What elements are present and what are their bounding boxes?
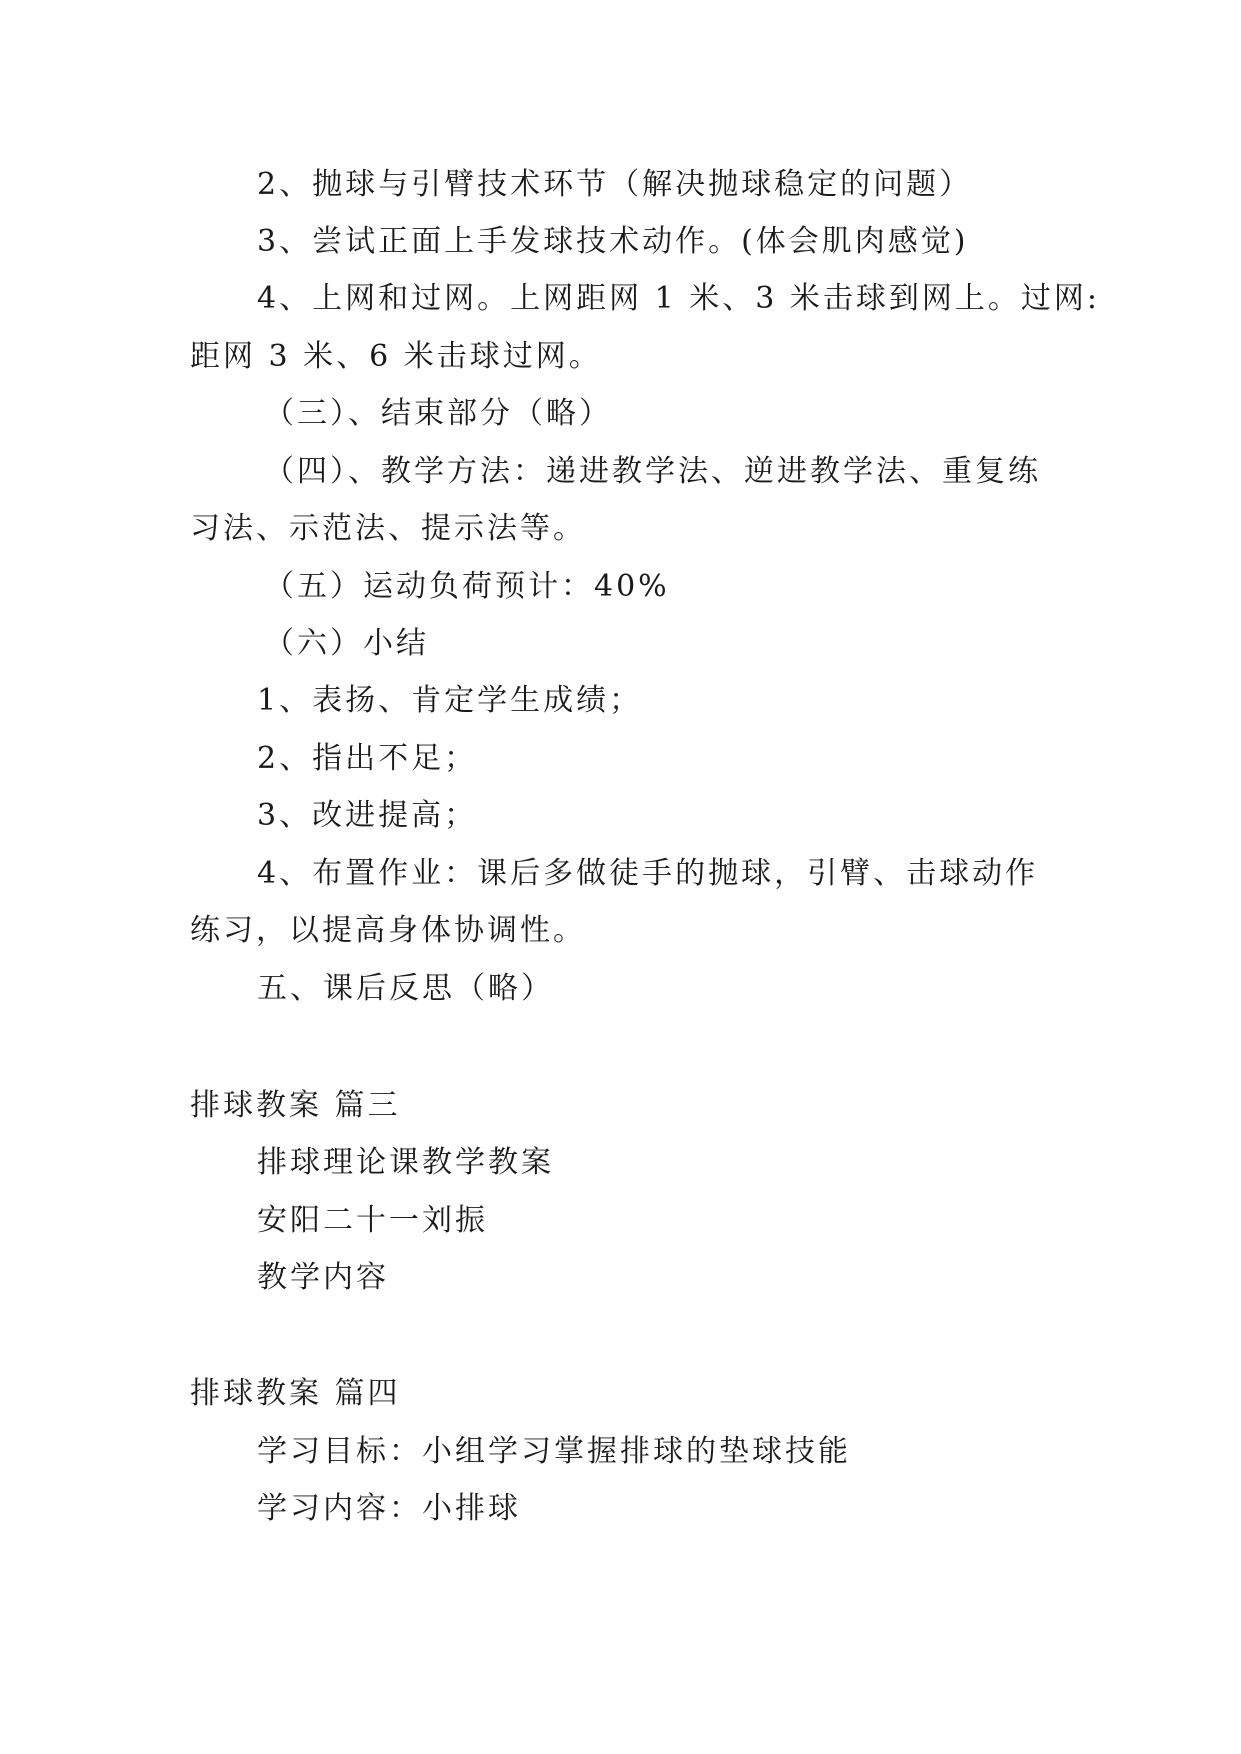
paragraph-line: （三）、结束部分（略） — [264, 396, 612, 431]
paragraph-line: 1、表扬、肯定学生成绩； — [257, 683, 643, 718]
paragraph-line: 学习目标：小组学习掌握排球的垫球技能 — [257, 1434, 851, 1469]
paragraph-line: 教学内容 — [257, 1260, 389, 1295]
section-heading: 排球教案 篇三 — [190, 1088, 401, 1123]
section-heading: 排球教案 篇四 — [190, 1376, 401, 1411]
paragraph-line: 2、抛球与引臂技术环节（解决抛球稳定的问题） — [257, 167, 973, 202]
paragraph-line: 3、改进提高； — [257, 798, 478, 833]
paragraph-line: 4、布置作业：课后多做徒手的抛球，引臂、击球动作 — [257, 856, 1039, 891]
paragraph-line: 排球理论课教学教案 — [257, 1145, 554, 1180]
paragraph-line: 2、指出不足； — [257, 741, 478, 776]
paragraph-line: （六）小结 — [264, 626, 429, 661]
paragraph-line: （五）运动负荷预计：40% — [264, 569, 670, 604]
paragraph-line: （四）、教学方法：递进教学法、逆进教学法、重复练 — [264, 454, 1041, 489]
paragraph-line: 练习，以提高身体协调性。 — [190, 913, 586, 948]
paragraph-line: 4、上网和过网。上网距网 1 米、3 米击球到网上。过网: — [257, 281, 1100, 316]
paragraph-line: 五、课后反思（略） — [257, 971, 554, 1006]
paragraph-line: 安阳二十一刘振 — [257, 1203, 488, 1238]
paragraph-line: 习法、示范法、提示法等。 — [190, 511, 586, 546]
paragraph-line: 3、尝试正面上手发球技术动作。(体会肌肉感觉) — [257, 224, 969, 259]
paragraph-line: 距网 3 米、6 米击球过网。 — [190, 339, 602, 374]
paragraph-line: 学习内容：小排球 — [257, 1491, 521, 1526]
